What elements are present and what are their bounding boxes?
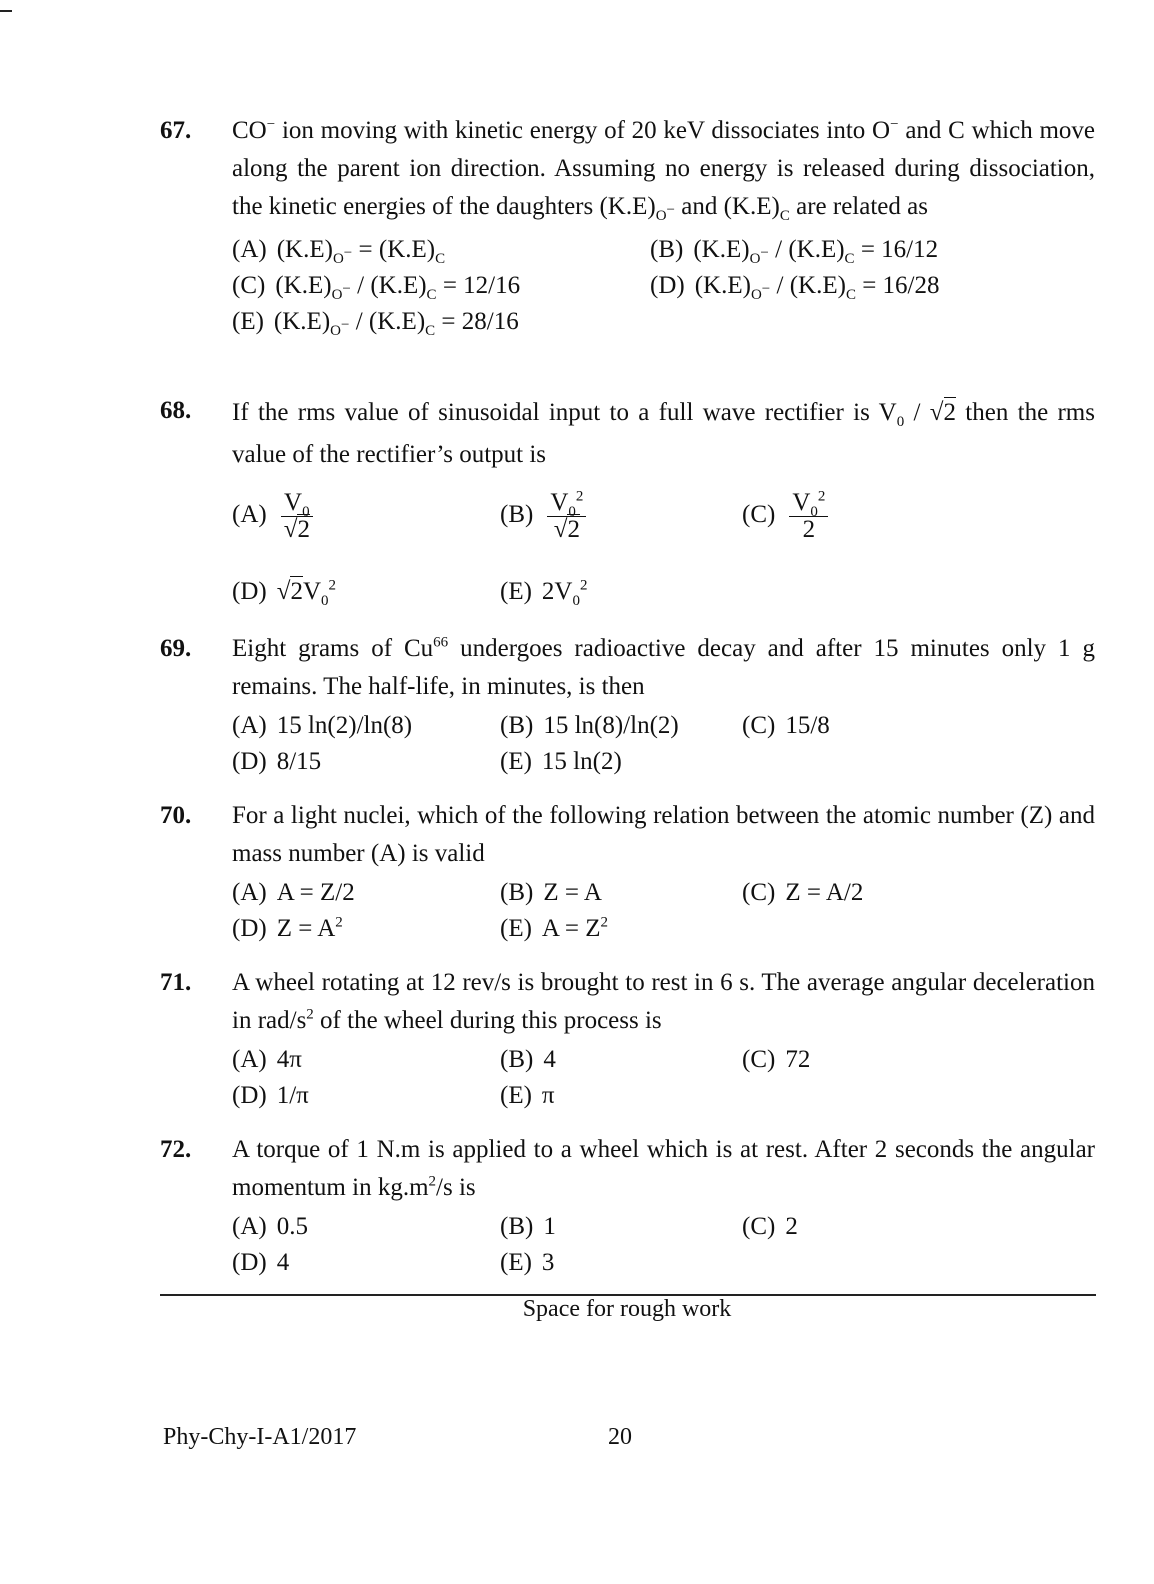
options bbox=[232, 708, 1095, 780]
question-text: A torque of 1 N.m is applied to a wheel which is at rest. After 2 seconds the angular momentum in $kg.m^2/s$ is bbox=[232, 1136, 1095, 1201]
option-a[interactable]: (A) 4π bbox=[232, 1046, 302, 1073]
question-number: 72. bbox=[160, 1136, 192, 1163]
option-d[interactable]: (D) 1/π bbox=[232, 1082, 309, 1109]
option-e[interactable]: (E) 3 bbox=[500, 1249, 555, 1276]
question-text: A wheel rotating at 12 rev/s is brought to rest in 6 s. The average angular deceleration in rad/$s^2$ of the wheel during this process is bbox=[232, 969, 1095, 1034]
option-e[interactable]: (E) π bbox=[500, 1082, 555, 1109]
option-text: $√2V_0^2$ bbox=[276, 577, 337, 609]
option-a[interactable]: (A) 15 ln(2)/ln(8) bbox=[232, 712, 413, 739]
option-e[interactable]: (E) 15 ln(2) bbox=[500, 748, 622, 775]
option-text: $(K.E)_{O^-} / (K.E)_C = 12/16$ bbox=[275, 272, 521, 303]
question-text: Eight grams of Cu$^{66}$ undergoes radioactive decay and after 15 minutes only 1 g remains. The half-life, in minutes, is then bbox=[232, 634, 1095, 700]
option-text: $A = Z^2$ bbox=[541, 914, 608, 942]
question-70 bbox=[160, 797, 1095, 947]
option-text: 15 ln(8)/ln(2) bbox=[543, 712, 679, 739]
option-c[interactable]: (C) 15/8 bbox=[742, 712, 830, 739]
question-number: 71. bbox=[160, 969, 192, 996]
option-b[interactable]: (B) 4 bbox=[500, 1046, 556, 1073]
option-text: A = Z/2 bbox=[276, 879, 355, 906]
paper-code: Phy-Chy-I-A1/2017 bbox=[163, 1424, 357, 1450]
option-c[interactable]: (C) 2 bbox=[742, 1213, 798, 1240]
question-number: 70. bbox=[160, 802, 192, 829]
option-c[interactable]: (C) Z = A/2 bbox=[742, 879, 864, 906]
options bbox=[232, 490, 1095, 620]
option-text: 15 ln(2)/ln(8) bbox=[276, 712, 413, 739]
rough-work-label: Space for rough work bbox=[522, 1296, 732, 1322]
question-68 bbox=[160, 392, 1095, 620]
question-number: 67. bbox=[160, 117, 192, 144]
option-a[interactable]: (A) $\frac{V_0}{√2}$ bbox=[232, 490, 317, 544]
option-d[interactable]: (D) $(K.E)_{O^-} / (K.E)_C = 16/28$ bbox=[650, 272, 940, 303]
option-c[interactable]: (C) 72 bbox=[742, 1046, 811, 1073]
option-text: 15 ln(2) bbox=[541, 748, 622, 775]
option-text: $(K.E)_{O^-} / (K.E)_C = 16/12$ bbox=[693, 236, 939, 267]
option-text: $(K.E)_{O^-} / (K.E)_C = 28/16$ bbox=[273, 308, 519, 339]
question-72 bbox=[160, 1131, 1095, 1281]
question-text: CO− ion moving with kinetic energy of 20 keV dissociates into O− and C which move along the parent ion direction. Assuming no energy is released during dissociation, the kinetic energies of the daughters $(K.E)_{O^-}$ and $(K.E)_C$ are related as bbox=[232, 116, 1095, 224]
option-text: $\frac{V_0}{√2}$ bbox=[277, 501, 317, 528]
option-text: 8/15 bbox=[276, 748, 322, 775]
option-text: 2 bbox=[785, 1213, 798, 1240]
question-text: For a light nuclei, which of the following relation between the atomic number (Z) and mass number (A) is valid bbox=[232, 802, 1095, 867]
option-e[interactable]: (E) $(K.E)_{O^-} / (K.E)_C = 28/16$ bbox=[232, 308, 519, 339]
option-text: $Z = A^2$ bbox=[276, 914, 343, 942]
question-67 bbox=[160, 112, 1095, 340]
options bbox=[232, 1209, 1095, 1281]
option-text: 4 bbox=[543, 1046, 556, 1073]
option-text: $\frac{V_0^2}{√2}$ bbox=[543, 501, 590, 528]
option-d[interactable]: (D) 4 bbox=[232, 1249, 290, 1276]
option-text: 4π bbox=[276, 1046, 302, 1073]
option-text: 0.5 bbox=[276, 1213, 308, 1240]
question-text: If the rms value of sinusoidal input to a full wave rectifier is $V_0 / √2$ then the rms value of the rectifier’s output is bbox=[232, 399, 1095, 468]
option-text: $\frac{V_0^2}{2}$ bbox=[785, 501, 832, 528]
option-text: 72 bbox=[785, 1046, 811, 1073]
option-b[interactable]: (B) $\frac{V_0^2}{√2}$ bbox=[500, 490, 590, 544]
option-e[interactable]: (E) $A = Z^2$ bbox=[500, 914, 608, 942]
options bbox=[232, 875, 1095, 947]
option-d[interactable]: (D) $Z = A^2$ bbox=[232, 914, 343, 942]
option-a[interactable]: (A) 0.5 bbox=[232, 1213, 308, 1240]
option-text: Z = A bbox=[543, 879, 602, 906]
option-a[interactable]: (A) A = Z/2 bbox=[232, 879, 355, 906]
option-text: $(K.E)_{O^-} = (K.E)_C$ bbox=[276, 236, 446, 267]
option-b[interactable]: (B) 1 bbox=[500, 1213, 556, 1240]
question-71 bbox=[160, 964, 1095, 1114]
option-text: $(K.E)_{O^-} / (K.E)_C = 16/28$ bbox=[694, 272, 940, 303]
option-c[interactable]: (C) $(K.E)_{O^-} / (K.E)_C = 12/16$ bbox=[232, 272, 521, 303]
option-text: 3 bbox=[541, 1249, 555, 1276]
option-b[interactable]: (B) $(K.E)_{O^-} / (K.E)_C = 16/12$ bbox=[650, 236, 939, 267]
option-text: 15/8 bbox=[785, 712, 830, 739]
option-d[interactable]: (D) $√2V_0^2$ bbox=[232, 577, 337, 609]
option-text: $2V_0^2$ bbox=[541, 577, 588, 609]
option-b[interactable]: (B) 15 ln(8)/ln(2) bbox=[500, 712, 679, 739]
options bbox=[232, 1042, 1095, 1114]
option-a[interactable]: (A) $(K.E)_{O^-} = (K.E)_C$ bbox=[232, 236, 446, 267]
question-69 bbox=[160, 630, 1095, 780]
option-text: π bbox=[541, 1082, 555, 1109]
option-e[interactable]: (E) $2V_0^2$ bbox=[500, 577, 588, 609]
question-number: 68. bbox=[160, 397, 192, 424]
corner-mark bbox=[0, 10, 12, 12]
question-number: 69. bbox=[160, 635, 192, 662]
option-c[interactable]: (C) $\frac{V_0^2}{2}$ bbox=[742, 490, 832, 544]
page-number: 20 bbox=[608, 1424, 632, 1450]
option-text: 1 bbox=[543, 1213, 556, 1240]
option-d[interactable]: (D) 8/15 bbox=[232, 748, 322, 775]
option-text: 4 bbox=[276, 1249, 290, 1276]
option-text: 1/π bbox=[276, 1082, 309, 1109]
option-b[interactable]: (B) Z = A bbox=[500, 879, 602, 906]
options bbox=[232, 232, 1095, 340]
option-text: Z = A/2 bbox=[785, 879, 864, 906]
